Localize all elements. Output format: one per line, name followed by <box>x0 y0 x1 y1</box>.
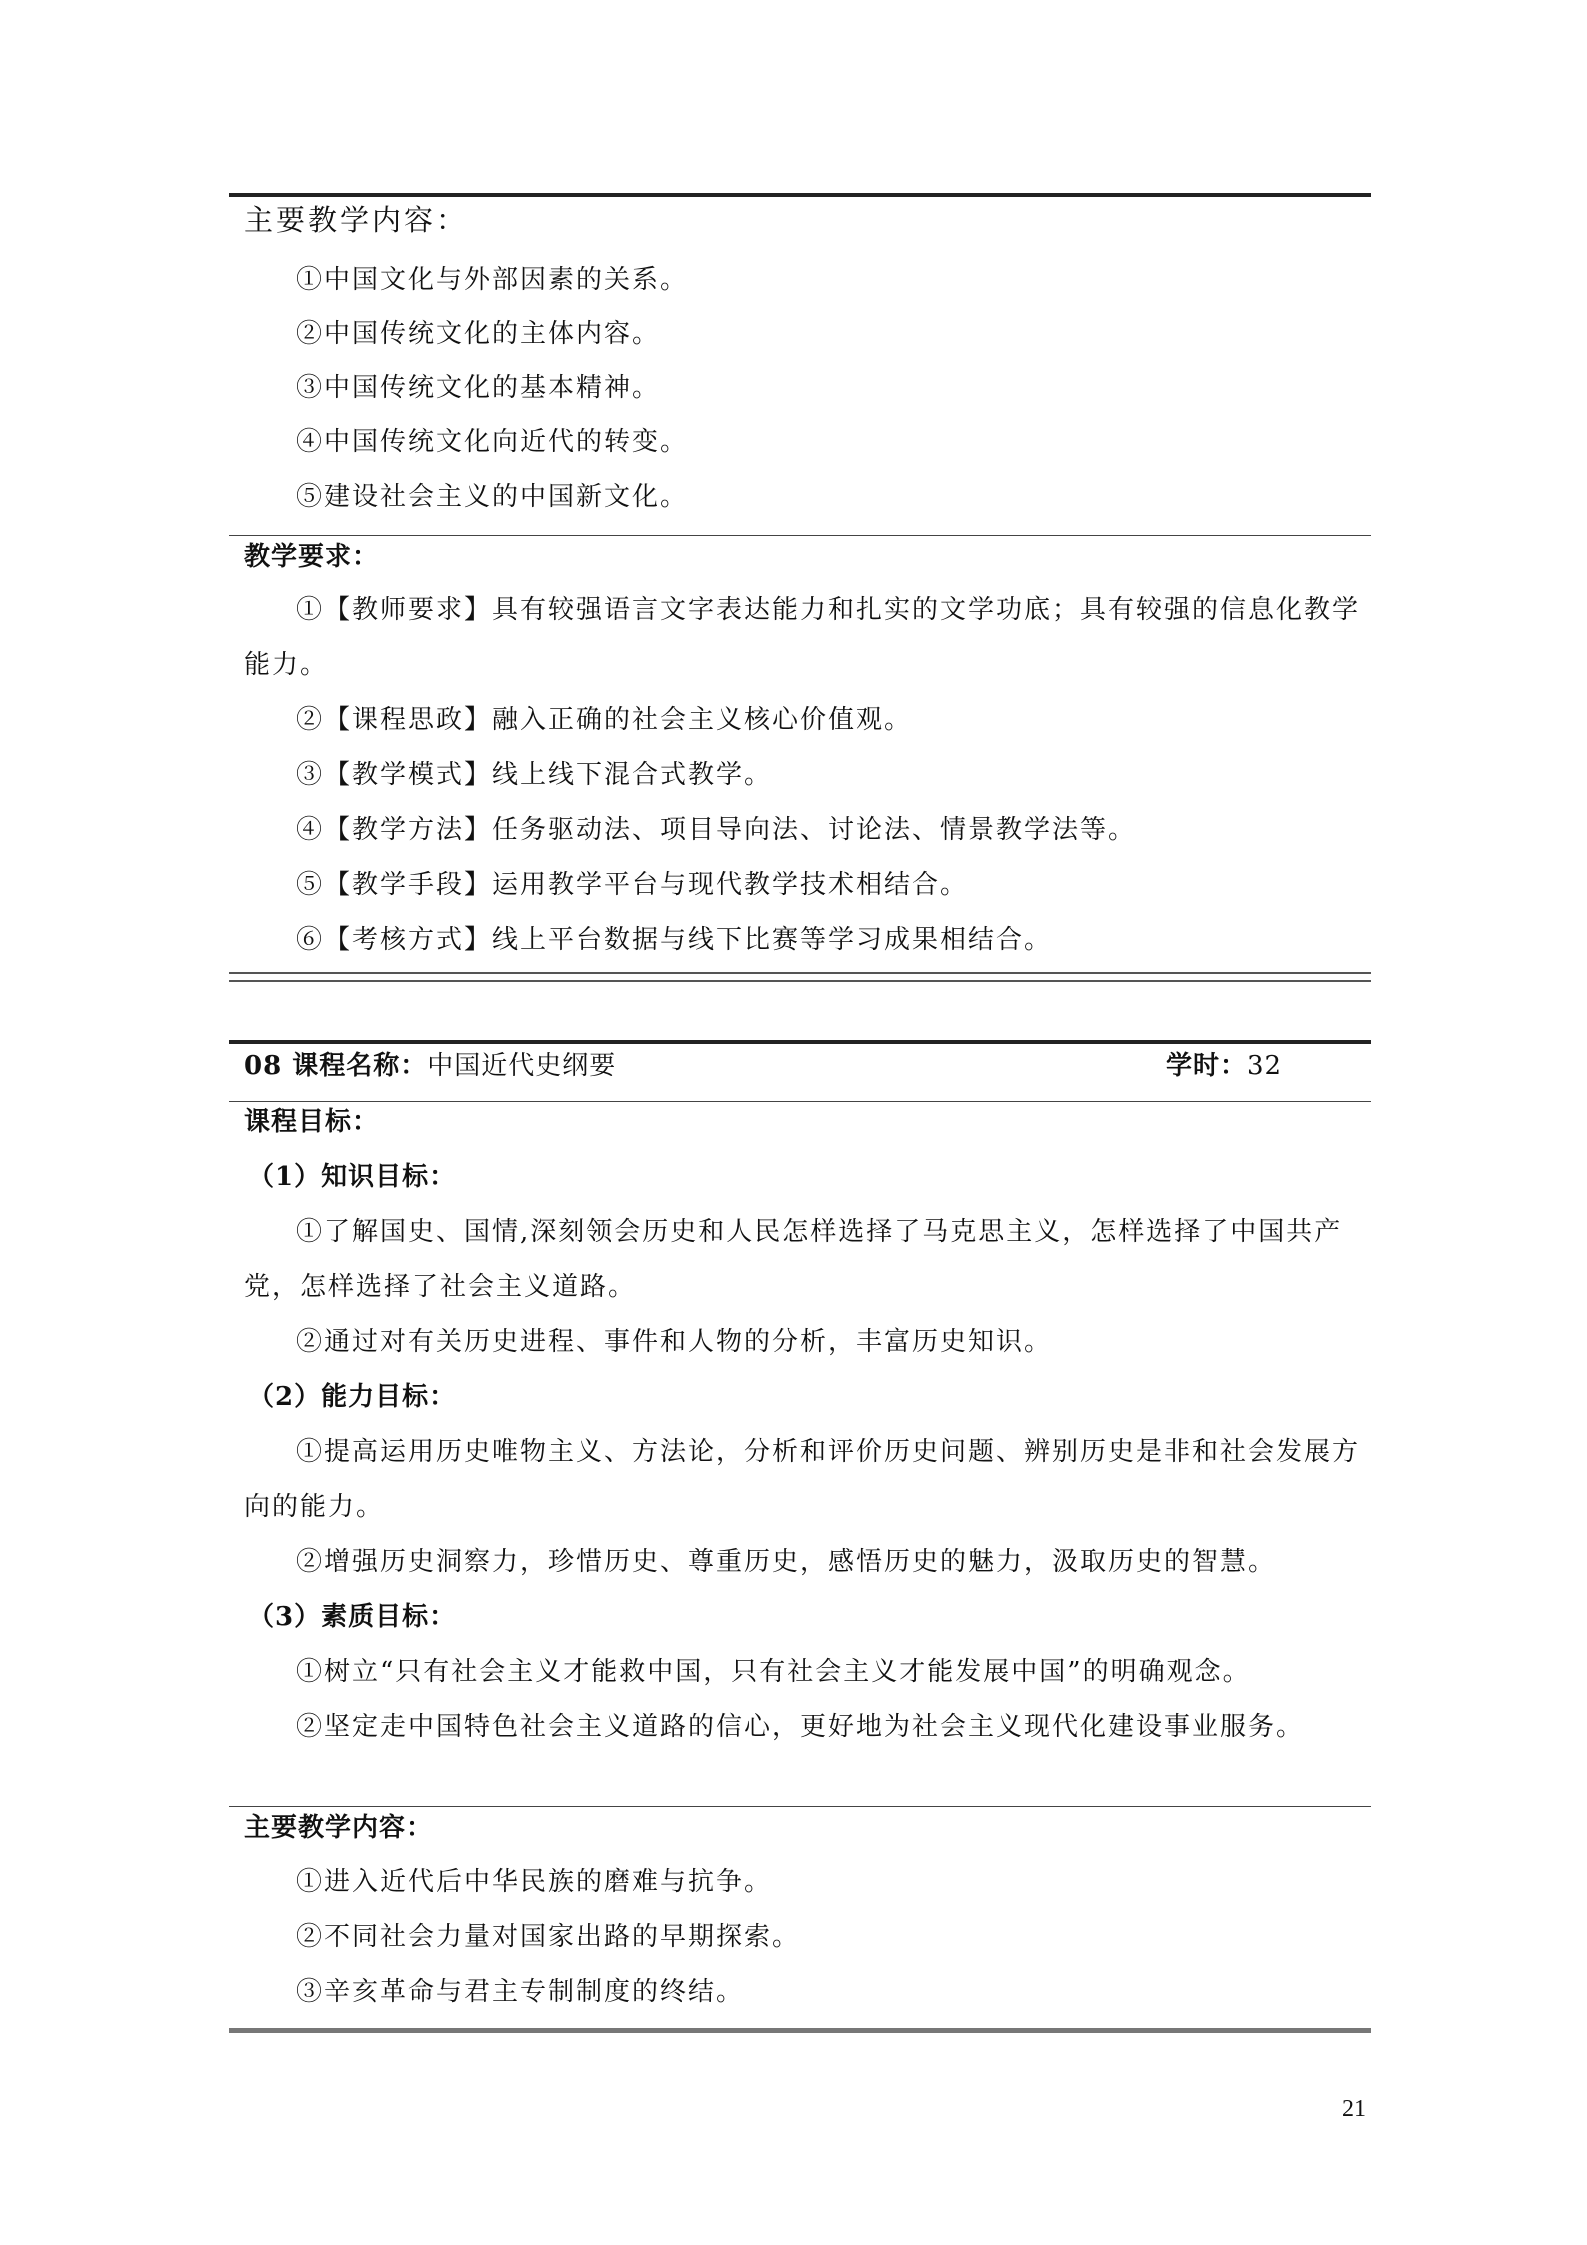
requirement-item: ①【教师要求】具有较强语言文字表达能力和扎实的文学功底；具有较强的信息化教学 <box>296 595 1361 625</box>
course-name: 中国近代史纲要 <box>427 1051 617 1081</box>
requirements-heading: 教学要求： <box>244 542 380 572</box>
ability-item: ②增强历史洞察力，珍惜历史、尊重历史，感悟历史的魅力，汲取历史的智慧。 <box>296 1547 1277 1577</box>
knowledge-item-wrap: 党，怎样选择了社会主义道路。 <box>244 1272 637 1302</box>
divider <box>229 1101 1371 1102</box>
ability-item-wrap: 向的能力。 <box>244 1492 385 1522</box>
requirement-item-wrap: 能力。 <box>244 650 329 680</box>
content-item: ⑤建设社会主义的中国新文化。 <box>296 482 689 512</box>
knowledge-heading: （1）知识目标： <box>248 1162 457 1192</box>
quality-heading: （3）素质目标： <box>248 1602 457 1632</box>
course-content-heading: 主要教学内容： <box>244 1813 434 1843</box>
quality-item: ①树立“只有社会主义才能救中国，只有社会主义才能发展中国”的明确观念。 <box>296 1657 1251 1687</box>
divider <box>229 1806 1371 1807</box>
requirement-item: ③【教学模式】线上线下混合式教学。 <box>296 760 773 790</box>
course-content-item: ②不同社会力量对国家出路的早期探索。 <box>296 1922 801 1952</box>
page-number: 21 <box>1342 2096 1366 2122</box>
requirement-item: ⑤【教学手段】运用教学平台与现代教学技术相结合。 <box>296 870 969 900</box>
content-heading: 主要教学内容： <box>244 203 469 237</box>
content-item: ①中国文化与外部因素的关系。 <box>296 265 689 295</box>
top-rule <box>229 193 1371 197</box>
course-content-item: ③辛亥革命与君主专制制度的终结。 <box>296 1977 745 2007</box>
ability-heading: （2）能力目标： <box>248 1382 457 1412</box>
hours-value: 32 <box>1247 1051 1283 1081</box>
bottom-rule <box>229 2028 1371 2033</box>
course-hours-row <box>1166 1046 1282 1086</box>
quality-item: ②坚定走中国特色社会主义道路的信心，更好地为社会主义现代化建设事业服务。 <box>296 1712 1305 1742</box>
objectives-heading: 课程目标： <box>244 1107 380 1137</box>
course-top-rule <box>229 1040 1371 1044</box>
section-end-rule <box>229 972 1371 982</box>
course-number-label: 08 课程名称： <box>244 1051 428 1081</box>
content-item: ②中国传统文化的主体内容。 <box>296 319 661 349</box>
knowledge-item: ①了解国史、国情,深刻领会历史和人民怎样选择了马克思主义，怎样选择了中国共产 <box>296 1217 1343 1247</box>
divider <box>229 535 1371 536</box>
knowledge-item: ②通过对有关历史进程、事件和人物的分析，丰富历史知识。 <box>296 1327 1053 1357</box>
content-item: ④中国传统文化向近代的转变。 <box>296 427 689 457</box>
content-item: ③中国传统文化的基本精神。 <box>296 373 661 403</box>
course-title-row <box>244 1046 616 1086</box>
requirement-item: ④【教学方法】任务驱动法、项目导向法、讨论法、情景教学法等。 <box>296 815 1137 845</box>
requirement-item: ②【课程思政】融入正确的社会主义核心价值观。 <box>296 705 913 735</box>
hours-label: 学时： <box>1166 1051 1248 1081</box>
ability-item: ①提高运用历史唯物主义、方法论，分析和评价历史问题、辨别历史是非和社会发展方 <box>296 1437 1361 1467</box>
requirement-item: ⑥【考核方式】线上平台数据与线下比赛等学习成果相结合。 <box>296 925 1053 955</box>
course-content-item: ①进入近代后中华民族的磨难与抗争。 <box>296 1867 773 1897</box>
